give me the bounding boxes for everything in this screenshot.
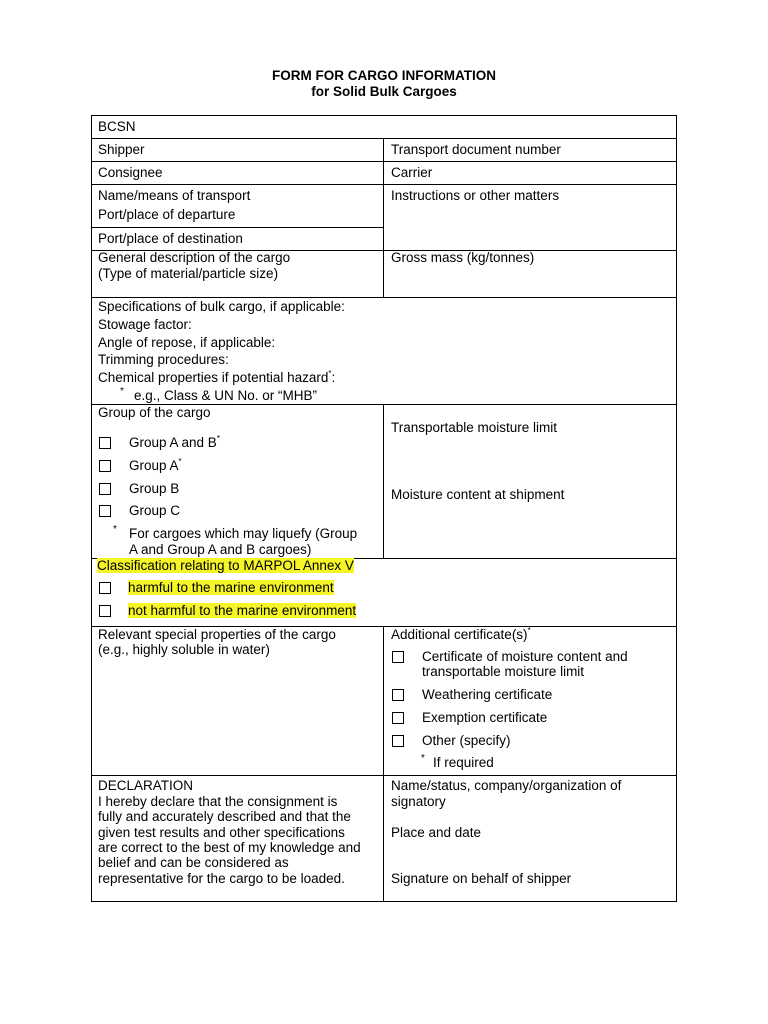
group-b-checkbox[interactable] — [99, 483, 111, 495]
declaration-line: are correct to the best of my knowledge and — [98, 840, 361, 855]
if-required-footnote: If required — [433, 755, 494, 770]
signatory-label-line1: Name/status, company/organization of — [391, 778, 622, 793]
signatory-label-line2: signatory — [391, 794, 446, 809]
trimming-procedures-label: Trimming procedures: — [98, 352, 229, 367]
declaration-line: representative for the cargo to be loaded. — [98, 871, 345, 886]
carrier-label: Carrier — [391, 165, 433, 180]
group-a-and-b-checkbox[interactable] — [99, 437, 111, 449]
declaration-line: fully and accurately described and that the — [98, 809, 351, 824]
specifications-heading: Specifications of bulk cargo, if applicable: — [98, 299, 345, 314]
special-properties-example: (e.g., highly soluble in water) — [98, 642, 270, 657]
moisture-certificate-label-line1: Certificate of moisture content and — [422, 649, 628, 664]
group-c-label: Group C — [129, 503, 181, 518]
consignee-label: Consignee — [98, 165, 163, 180]
declaration-heading: DECLARATION — [98, 778, 194, 793]
footnote-marker: * — [178, 457, 182, 466]
tml-label: Transportable moisture limit — [391, 420, 558, 435]
harmful-checkbox[interactable] — [99, 582, 111, 594]
group-heading: Group of the cargo — [98, 405, 211, 420]
other-certificate-checkbox[interactable] — [392, 735, 404, 747]
column-divider — [383, 404, 384, 558]
group-c-checkbox[interactable] — [99, 505, 111, 517]
port-destination-label: Port/place of destination — [98, 231, 243, 246]
group-b-label: Group B — [129, 481, 180, 496]
table-border-bottom — [91, 901, 677, 902]
row-divider — [91, 138, 677, 139]
moisture-certificate-checkbox[interactable] — [392, 651, 404, 663]
declaration-line: I hereby declare that the consignment is — [98, 794, 338, 809]
group-a-label: Group A* — [129, 457, 182, 473]
bcsn-label: BCSN — [98, 119, 136, 134]
transport-name-label: Name/means of transport — [98, 188, 251, 203]
row-divider — [91, 297, 677, 298]
place-and-date-label: Place and date — [391, 825, 482, 840]
chemical-properties-label: Chemical properties if potential hazard*: — [98, 369, 336, 385]
port-departure-label: Port/place of departure — [98, 207, 236, 222]
weathering-certificate-label: Weathering certificate — [422, 687, 553, 702]
group-a-checkbox[interactable] — [99, 460, 111, 472]
not-harmful-label: not harmful to the marine environment — [128, 603, 357, 618]
form-subtitle: for Solid Bulk Cargoes — [311, 84, 457, 99]
material-type-label: (Type of material/particle size) — [98, 266, 279, 281]
liquefy-footnote-line1: For cargoes which may liquefy (Group — [129, 526, 358, 541]
other-certificate-label: Other (specify) — [422, 733, 511, 748]
footnote-marker: * — [527, 626, 531, 635]
marpol-heading: Classification relating to MARPOL Annex V — [97, 558, 354, 573]
form-title: FORM FOR CARGO INFORMATION — [272, 68, 496, 83]
transport-document-label: Transport document number — [391, 142, 561, 157]
instructions-label: Instructions or other matters — [391, 188, 560, 203]
table-border-left — [91, 115, 92, 902]
gross-mass-label: Gross mass (kg/tonnes) — [391, 250, 535, 265]
row-divider — [91, 161, 677, 162]
moisture-content-label: Moisture content at shipment — [391, 487, 565, 502]
row-divider — [91, 227, 384, 228]
table-border-right — [676, 115, 677, 902]
footnote-marker: * — [421, 753, 425, 764]
general-description-label: General description of the cargo — [98, 250, 291, 265]
angle-of-repose-label: Angle of repose, if applicable: — [98, 335, 276, 350]
liquefy-footnote-line2: A and Group A and B cargoes) — [129, 542, 312, 557]
additional-certificates-heading: Additional certificate(s)* — [391, 626, 531, 642]
shipper-label: Shipper — [98, 142, 145, 157]
row-divider — [91, 184, 677, 185]
weathering-certificate-checkbox[interactable] — [392, 689, 404, 701]
declaration-line: given test results and other specifications — [98, 825, 345, 840]
group-a-and-b-label: Group A and B* — [129, 434, 220, 450]
harmful-label: harmful to the marine environment — [128, 580, 334, 595]
not-harmful-checkbox[interactable] — [99, 605, 111, 617]
stowage-factor-label: Stowage factor: — [98, 317, 192, 332]
special-properties-label: Relevant special properties of the cargo — [98, 627, 336, 642]
exemption-certificate-label: Exemption certificate — [422, 710, 548, 725]
exemption-certificate-checkbox[interactable] — [392, 712, 404, 724]
declaration-line: belief and can be considered as — [98, 855, 289, 870]
column-divider — [383, 626, 384, 902]
moisture-certificate-label-line2: transportable moisture limit — [422, 664, 585, 679]
table-border-top — [91, 115, 677, 116]
row-divider — [91, 775, 677, 776]
footnote-marker: * — [113, 524, 117, 535]
footnote-marker: * — [328, 369, 332, 378]
signature-label: Signature on behalf of shipper — [391, 871, 572, 886]
hazard-footnote: e.g., Class & UN No. or “MHB” — [134, 388, 318, 403]
footnote-marker: * — [120, 386, 124, 397]
footnote-marker: * — [216, 434, 220, 443]
